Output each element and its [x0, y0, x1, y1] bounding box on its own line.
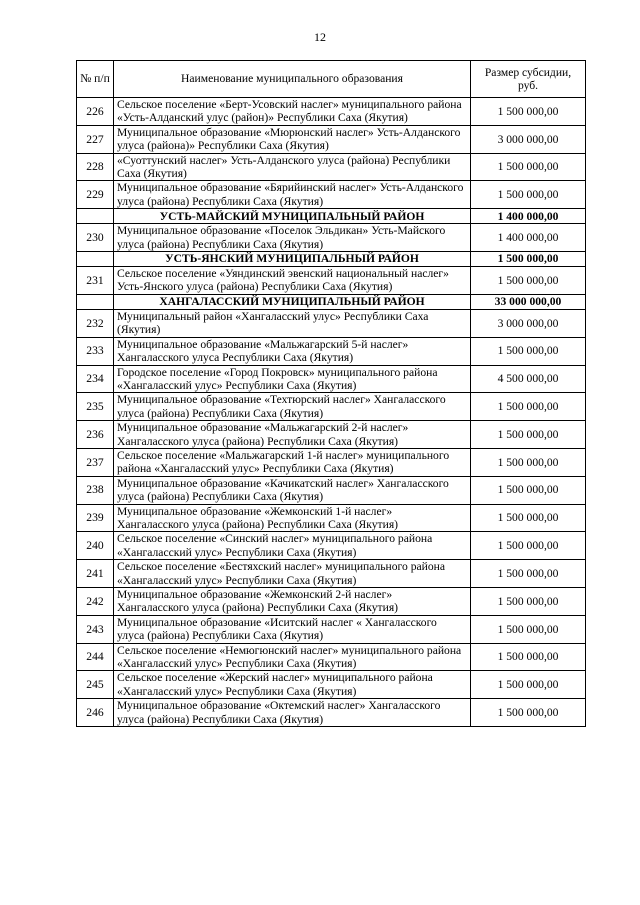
table-row	[77, 699, 586, 727]
row-amount: 1 500 000,00	[471, 588, 586, 616]
row-amount: 3 000 000,00	[471, 309, 586, 337]
row-name: Муниципальное образование «Мальжагарский 2-й наслег» Хангаласского улуса (района) Республики Саха (Якутия)	[114, 421, 471, 449]
row-number: 232	[77, 309, 114, 337]
subsidy-table	[76, 60, 586, 727]
row-amount: 33 000 000,00	[471, 294, 586, 309]
row-amount: 1 400 000,00	[471, 224, 586, 252]
table-row	[77, 448, 586, 476]
region-row	[77, 294, 586, 309]
row-amount: 1 500 000,00	[471, 393, 586, 421]
row-name: Сельское поселение «Синский наслег» муниципального района «Хангаласский улус» Республики Саха (Якутия)	[114, 532, 471, 560]
table-row	[77, 615, 586, 643]
table-row	[77, 643, 586, 671]
row-amount: 1 500 000,00	[471, 448, 586, 476]
row-number: 226	[77, 98, 114, 126]
table-row	[77, 504, 586, 532]
row-number: 229	[77, 181, 114, 209]
row-number: 238	[77, 476, 114, 504]
table-row	[77, 153, 586, 181]
row-amount: 1 500 000,00	[471, 252, 586, 267]
table-row	[77, 224, 586, 252]
row-number	[77, 252, 114, 267]
row-number: 244	[77, 643, 114, 671]
row-name: УСТЬ-ЯНСКИЙ МУНИЦИПАЛЬНЫЙ РАЙОН	[114, 252, 471, 267]
table-row	[77, 309, 586, 337]
row-name: Городское поселение «Город Покровск» муниципального района «Хангаласский улус» Республики Саха (Якутия)	[114, 365, 471, 393]
table-row	[77, 476, 586, 504]
row-number: 227	[77, 125, 114, 153]
row-name: Муниципальное образование «Мюрюнский наслег» Усть-Алданского улуса (района)» Республики Саха (Якутия)	[114, 125, 471, 153]
table-row	[77, 421, 586, 449]
row-amount: 1 500 000,00	[471, 153, 586, 181]
table-row	[77, 671, 586, 699]
row-name: Муниципальное образование «Поселок Эльдикан» Усть-Майского улуса (района) Республики Саха (Якутия)	[114, 224, 471, 252]
row-name: Сельское поселение «Уяндинский эвенский национальный наслег» Усть-Янского улуса (района) Республики Саха (Якутия)	[114, 267, 471, 295]
row-amount: 1 500 000,00	[471, 560, 586, 588]
row-name: Муниципальное образование «Октемский наслег» Хангаласского улуса (района) Республики Саха (Якутия)	[114, 699, 471, 727]
row-number: 242	[77, 588, 114, 616]
row-name: Муниципальное образование «Жемконский 1-й наслег» Хангаласского улуса (района) Республики Саха (Якутия)	[114, 504, 471, 532]
row-number: 246	[77, 699, 114, 727]
table-row	[77, 532, 586, 560]
table-row	[77, 560, 586, 588]
table-row	[77, 98, 586, 126]
region-row	[77, 209, 586, 224]
row-name: ХАНГАЛАССКИЙ МУНИЦИПАЛЬНЫЙ РАЙОН	[114, 294, 471, 309]
row-amount: 1 500 000,00	[471, 476, 586, 504]
header-num: № п/п	[77, 61, 114, 98]
row-amount: 1 500 000,00	[471, 98, 586, 126]
row-name: Муниципальное образование «Качикатский наслег» Хангаласского улуса (района) Республики Саха (Якутия)	[114, 476, 471, 504]
row-number: 237	[77, 448, 114, 476]
page-number: 12	[314, 30, 326, 44]
row-name: Муниципальный район «Хангаласский улус» Республики Саха (Якутия)	[114, 309, 471, 337]
row-number	[77, 294, 114, 309]
row-amount: 1 500 000,00	[471, 643, 586, 671]
region-row	[77, 252, 586, 267]
table-row	[77, 588, 586, 616]
row-name: Муниципальное образование «Бярийинский наслег» Усть-Алданского улуса (района) Республики Саха (Якутия)	[114, 181, 471, 209]
row-number: 243	[77, 615, 114, 643]
row-amount: 1 500 000,00	[471, 267, 586, 295]
row-number: 235	[77, 393, 114, 421]
row-amount: 4 500 000,00	[471, 365, 586, 393]
table-row	[77, 337, 586, 365]
table-row	[77, 365, 586, 393]
header-amount: Размер субсидии, руб.	[471, 61, 586, 98]
row-number: 234	[77, 365, 114, 393]
row-name: Сельское поселение «Бестяхский наслег» муниципального района «Хангаласский улус» Республики Саха (Якутия)	[114, 560, 471, 588]
row-name: УСТЬ-МАЙСКИЙ МУНИЦИПАЛЬНЫЙ РАЙОН	[114, 209, 471, 224]
row-number: 230	[77, 224, 114, 252]
row-name: Муниципальное образование «Жемконский 2-й наслег» Хангаласского улуса (района) Республики Саха (Якутия)	[114, 588, 471, 616]
row-number: 240	[77, 532, 114, 560]
row-name: Сельское поселение «Немюгюнский наслег» муниципального района «Хангаласский улус» Республики Саха (Якутия)	[114, 643, 471, 671]
row-amount: 1 500 000,00	[471, 671, 586, 699]
table-header-row	[77, 61, 586, 98]
row-name: «Суоттунский наслег» Усть-Алданского улуса (района) Республики Саха (Якутия)	[114, 153, 471, 181]
row-number: 239	[77, 504, 114, 532]
row-name: Муниципальное образование «Техтюрский наслег» Хангаласского улуса (района) Республики Саха (Якутия)	[114, 393, 471, 421]
row-amount: 1 500 000,00	[471, 181, 586, 209]
row-number: 236	[77, 421, 114, 449]
row-amount: 3 000 000,00	[471, 125, 586, 153]
row-amount: 1 500 000,00	[471, 699, 586, 727]
row-name: Сельское поселение «Мальжагарский 1-й наслег» муниципального района «Хангаласский улус» Республики Саха (Якутия)	[114, 448, 471, 476]
row-number: 245	[77, 671, 114, 699]
row-number: 241	[77, 560, 114, 588]
row-number	[77, 209, 114, 224]
row-number: 233	[77, 337, 114, 365]
row-amount: 1 500 000,00	[471, 504, 586, 532]
header-name: Наименование муниципального образования	[114, 61, 471, 98]
row-name: Муниципальное образование «Мальжагарский 5-й наслег» Хангаласского улуса Республики Саха (Якутия)	[114, 337, 471, 365]
row-amount: 1 500 000,00	[471, 532, 586, 560]
row-number: 231	[77, 267, 114, 295]
table-row	[77, 125, 586, 153]
row-number: 228	[77, 153, 114, 181]
row-amount: 1 500 000,00	[471, 337, 586, 365]
row-amount: 1 400 000,00	[471, 209, 586, 224]
table-row	[77, 393, 586, 421]
row-name: Сельское поселение «Жерский наслег» муниципального района «Хангаласский улус» Республики Саха (Якутия)	[114, 671, 471, 699]
row-amount: 1 500 000,00	[471, 615, 586, 643]
table-row	[77, 267, 586, 295]
table-body	[77, 98, 586, 727]
row-amount: 1 500 000,00	[471, 421, 586, 449]
row-name: Муниципальное образование «Иситский наслег « Хангаласского улуса (района) Республики Саха (Якутия)	[114, 615, 471, 643]
row-name: Сельское поселение «Берт-Усовский наслег» муниципального района «Усть-Алданский улус (район)» Республики Саха (Якутия)	[114, 98, 471, 126]
table-row	[77, 181, 586, 209]
